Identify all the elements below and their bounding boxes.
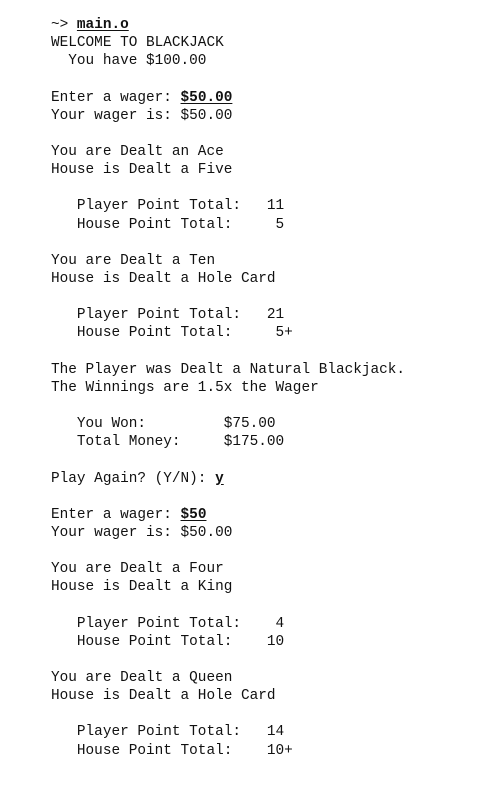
terminal-line — [51, 143, 405, 161]
terminal-line — [51, 288, 405, 306]
line-text: Player Point Total: 11 — [51, 198, 285, 215]
line-text: You are Dealt a Queen — [51, 670, 233, 687]
terminal-line — [51, 216, 405, 234]
terminal-line — [51, 34, 405, 52]
terminal-line — [51, 306, 405, 324]
terminal-line — [51, 343, 405, 361]
line-text: Player Point Total: 14 — [51, 724, 285, 741]
terminal-line — [51, 488, 405, 506]
line-text: You Won: $75.00 — [51, 416, 276, 433]
user-input: $50.00 — [180, 89, 233, 106]
line-text: You have $100.00 — [51, 53, 207, 70]
line-text: House Point Total: 5 — [51, 216, 285, 233]
terminal-line — [51, 597, 405, 615]
terminal-line — [51, 524, 405, 542]
line-text: The Winnings are 1.5x the Wager — [51, 379, 319, 396]
line-text: Enter a wager: — [51, 506, 181, 523]
terminal-line — [51, 252, 405, 270]
terminal-line — [51, 107, 405, 125]
terminal-line — [51, 179, 405, 197]
terminal-line — [51, 669, 405, 687]
terminal-line — [51, 125, 405, 143]
terminal-line — [51, 633, 405, 651]
line-text: ~> — [51, 17, 77, 33]
terminal-line — [51, 415, 405, 433]
line-text: Player Point Total: 21 — [51, 307, 285, 324]
terminal-line — [51, 542, 405, 560]
terminal-line — [51, 52, 405, 70]
line-text: WELCOME TO BLACKJACK — [51, 35, 224, 52]
terminal-line — [51, 560, 405, 578]
terminal-line — [51, 361, 405, 379]
line-text: House is Dealt a Five — [51, 162, 233, 179]
user-input: y — [215, 470, 224, 487]
terminal-line — [51, 651, 405, 669]
line-text: House Point Total: 5+ — [51, 325, 293, 342]
terminal-line — [51, 234, 405, 252]
terminal-line — [51, 705, 405, 723]
terminal-line — [51, 197, 405, 215]
terminal-line — [51, 470, 405, 488]
terminal-output — [51, 16, 405, 760]
terminal-line — [51, 70, 405, 88]
terminal-line — [51, 506, 405, 524]
terminal-line — [51, 687, 405, 705]
line-text: House Point Total: 10+ — [51, 742, 293, 759]
terminal-line — [51, 89, 405, 107]
terminal-line — [51, 451, 405, 469]
line-text: You are Dealt an Ace — [51, 143, 224, 160]
line-text: You are Dealt a Ten — [51, 252, 216, 269]
terminal-line — [51, 16, 405, 34]
terminal-line — [51, 723, 405, 741]
terminal-line — [51, 324, 405, 342]
terminal-line — [51, 397, 405, 415]
terminal-line — [51, 161, 405, 179]
line-text: The Player was Dealt a Natural Blackjack. — [51, 361, 406, 378]
terminal-line — [51, 742, 405, 760]
line-text: House Point Total: 10 — [51, 633, 285, 650]
line-text: Your wager is: $50.00 — [51, 524, 233, 541]
line-text: Your wager is: $50.00 — [51, 107, 233, 124]
line-text: Player Point Total: 4 — [51, 615, 285, 632]
line-text: Total Money: $175.00 — [51, 434, 285, 451]
line-text: Enter a wager: — [51, 89, 181, 106]
line-text: House is Dealt a Hole Card — [51, 688, 276, 705]
line-text: Play Again? (Y/N): — [51, 470, 216, 487]
user-input: $50 — [180, 506, 207, 523]
line-text: House is Dealt a Hole Card — [51, 270, 276, 287]
line-text: House is Dealt a King — [51, 579, 233, 596]
terminal-line — [51, 615, 405, 633]
user-input: main.o — [76, 17, 129, 33]
terminal-line — [51, 270, 405, 288]
terminal-line — [51, 433, 405, 451]
terminal-line — [51, 578, 405, 596]
line-text: You are Dealt a Four — [51, 561, 224, 578]
terminal-line — [51, 379, 405, 397]
